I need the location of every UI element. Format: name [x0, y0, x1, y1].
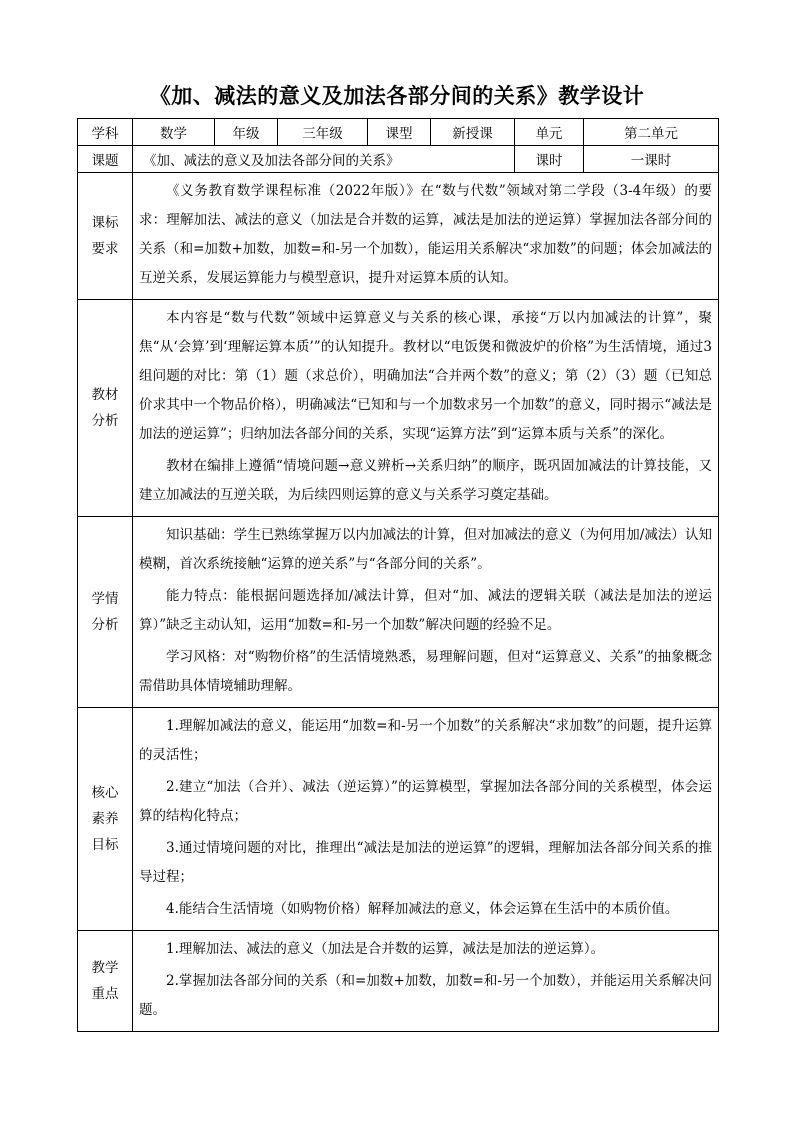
- section-label-line: 分析: [91, 413, 119, 429]
- section-keypoints: [78, 931, 719, 1032]
- section-label-line: 教学: [91, 960, 119, 976]
- lesson-type-value: 新授课: [431, 119, 515, 146]
- paragraph: 本内容是“数与代数”领域中运算意义与关系的核心课，承接“万以内加减法的计算”，聚焦“从‘会算’到‘理解运算本质’”的认知提升。教材以“电饭煲和微波炉的价格”为生活情境，通过3组问题的对比：第（1）题（求总价），明确加法“合并两个数”的意义；第（2）（3）题（已知总价求其中一个物品价格），明确减法“已知和与一个加数求另一个加数”的意义，同时揭示“减法是加法的逆运算”；归纳加法各部分间的关系，实现“运算方法”到“运算本质与关系”的深化。: [139, 310, 712, 442]
- hours-label: 课时: [515, 146, 584, 173]
- paragraph: 知识基础：学生已熟练掌握万以内加减法的计算，但对加减法的意义（为何用加/减法）认知模糊，首次系统接触“运算的逆关系”与“各部分间的关系”。: [139, 527, 712, 572]
- section-content: [133, 931, 719, 1032]
- section-content: [133, 517, 719, 708]
- unit-label: 单元: [515, 119, 584, 146]
- topic-label: 课题: [78, 146, 133, 173]
- section-content: [133, 300, 719, 517]
- section-goals: [78, 708, 719, 931]
- section-content: [133, 708, 719, 931]
- paragraph: 教材在编排上遵循“情境问题→意义辨析→关系归纳”的顺序，既巩固加减法的计算技能，又建立加减法的互逆关联，为后续四则运算的意义与关系学习奠定基础。: [139, 458, 712, 503]
- section-label: [78, 931, 133, 1032]
- subject-label: 学科: [78, 119, 133, 146]
- lesson-plan-table: [77, 118, 719, 1032]
- paragraph: 学习风格：对“购物价格”的生活情境熟悉，易理解问题，但对“运算意义、关系”的抽象概念需借助具体情境辅助理解。: [139, 649, 712, 694]
- paragraph: 1.理解加减法的意义，能运用“加数=和-另一个加数”的关系解决“求加数”的问题，提升运算的灵活性；: [139, 718, 712, 763]
- document-title: 《加、减法的意义及加法各部分间的关系》教学设计: [149, 84, 645, 108]
- topic-value: 《加、减法的意义及加法各部分间的关系》: [133, 146, 515, 173]
- unit-value: 第二单元: [584, 119, 719, 146]
- section-label: [78, 173, 133, 300]
- section-label-line: 目标: [91, 837, 119, 853]
- paragraph: 《义务教育数学课程标准（2022年版）》在“数与代数”领域对第二学段（3-4年级）的要求：理解加法、减法的意义（加法是合并数的运算，减法是加法的逆运算）掌握加法各部分间的关系（和=加数+加数，加数=和-另一个加数），能运用关系解决“求加数”的问题；体会加减法的互逆关系，发展运算能力与模型意识，提升对运算本质的认知。: [139, 183, 712, 286]
- paragraph: 3.通过情境问题的对比，推理出“减法是加法的逆运算”的逻辑，理解加法各部分间关系的推导过程；: [139, 840, 712, 885]
- topic-row: [78, 146, 719, 173]
- section-label-line: 学情: [91, 591, 119, 607]
- subject-value: 数学: [133, 119, 215, 146]
- lesson-type-label: 课型: [368, 119, 431, 146]
- section-label-line: 要求: [91, 241, 119, 257]
- section-label-line: 分析: [91, 617, 119, 633]
- section-label-line: 课标: [91, 215, 119, 231]
- section-label-line: 素养: [91, 811, 119, 827]
- section-label-line: 重点: [91, 986, 119, 1002]
- paragraph: 能力特点：能根据问题选择加/减法计算，但对“加、减法的逻辑关联（减法是加法的逆运算）”缺乏主动认知，运用“加数=和-另一个加数”解决问题的经验不足。: [139, 588, 712, 633]
- section-label-line: 核心: [91, 785, 119, 801]
- hours-value: 一课时: [584, 146, 719, 173]
- section-content: [133, 173, 719, 300]
- section-label: [78, 517, 133, 708]
- section-label-line: 教材: [91, 387, 119, 403]
- paragraph: 1.理解加法、减法的意义（加法是合并数的运算，减法是加法的逆运算）。: [166, 941, 605, 957]
- grade-label: 年级: [215, 119, 278, 146]
- section-label: [78, 708, 133, 931]
- section-label: [78, 300, 133, 517]
- section-standards: [78, 173, 719, 300]
- header-row: [78, 119, 719, 146]
- paragraph: 4.能结合生活情境（如购物价格）解释加减法的意义，体会运算在生活中的本质价值。: [166, 901, 679, 917]
- section-students: [78, 517, 719, 708]
- paragraph: 2.建立“加法（合并）、减法（逆运算）”的运算模型，掌握加法各部分间的关系模型，体会运算的结构化特点；: [139, 779, 712, 824]
- grade-value: 三年级: [278, 119, 368, 146]
- paragraph: 2.掌握加法各部分间的关系（和=加数+加数，加数=和-另一个加数），并能运用关系解决问题。: [139, 973, 712, 1018]
- section-textbook: [78, 300, 719, 517]
